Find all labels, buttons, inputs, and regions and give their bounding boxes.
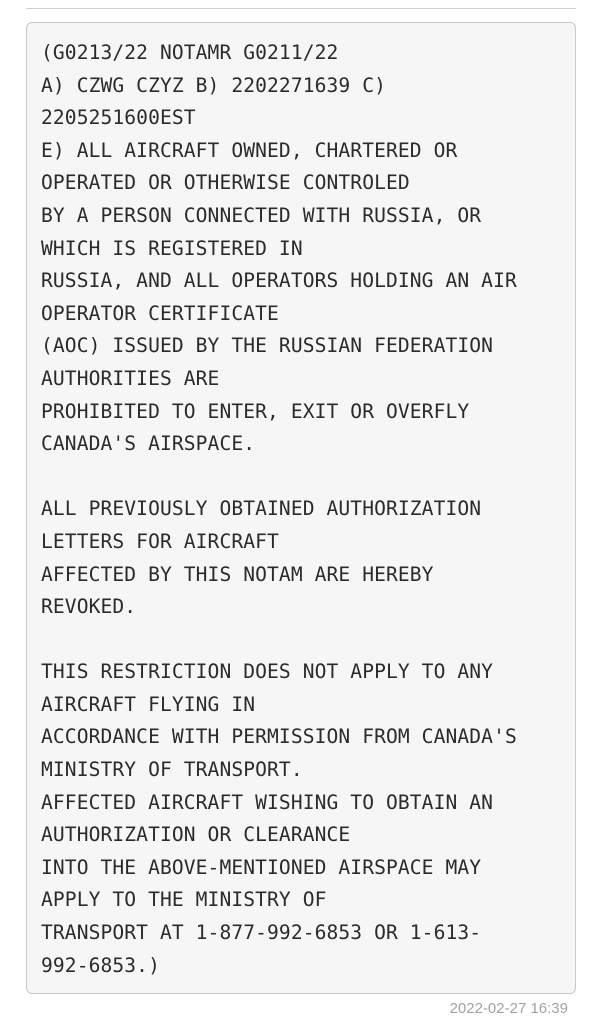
top-divider — [26, 8, 576, 9]
notam-line: OPERATED OR OTHERWISE CONTROLED — [41, 171, 410, 195]
notam-line: LETTERS FOR AIRCRAFT — [41, 529, 279, 553]
notam-line: REVOKED. — [41, 595, 137, 619]
notam-line: AUTHORIZATION OR CLEARANCE — [41, 823, 351, 847]
notam-line: MINISTRY OF TRANSPORT. — [41, 758, 303, 782]
notam-line: PROHIBITED TO ENTER, EXIT OR OVERFLY — [41, 399, 470, 423]
notam-line: AFFECTED BY THIS NOTAM ARE HEREBY — [41, 562, 434, 586]
notam-line: E) ALL AIRCRAFT OWNED, CHARTERED OR — [41, 138, 458, 162]
notam-line: WHICH IS REGISTERED IN — [41, 236, 303, 260]
notam-line: ACCORDANCE WITH PERMISSION FROM CANADA'S — [41, 725, 517, 749]
notam-line: AFFECTED AIRCRAFT WISHING TO OBTAIN AN — [41, 790, 494, 814]
notam-line: RUSSIA, AND ALL OPERATORS HOLDING AN AIR — [41, 269, 517, 293]
notam-line: AUTHORITIES ARE — [41, 366, 220, 390]
notam-line: 2205251600EST — [41, 106, 196, 130]
notam-line: OPERATOR CERTIFICATE — [41, 301, 279, 325]
notam-line: 992-6853.) — [41, 953, 160, 977]
notam-message-bubble[interactable] — [26, 22, 576, 994]
message-timestamp: 2022-02-27 16:39 — [449, 1000, 568, 1017]
notam-line: A) CZWG CZYZ B) 2202271639 C) — [41, 73, 386, 97]
notam-line: TRANSPORT AT 1-877-992-6853 OR 1-613- — [41, 921, 482, 945]
notam-line: INTO THE ABOVE-MENTIONED AIRSPACE MAY — [41, 855, 482, 879]
notam-line: APPLY TO THE MINISTRY OF — [41, 888, 327, 912]
notam-line: AIRCRAFT FLYING IN — [41, 692, 256, 716]
notam-line: (G0213/22 NOTAMR G0211/22 — [41, 41, 339, 64]
notam-line: ALL PREVIOUSLY OBTAINED AUTHORIZATION — [41, 497, 482, 521]
notam-line: (AOC) ISSUED BY THE RUSSIAN FEDERATION — [41, 334, 494, 358]
notam-message-text — [41, 37, 567, 982]
notam-line: CANADA'S AIRSPACE. — [41, 432, 256, 456]
notam-blank-line — [41, 624, 567, 657]
notam-line: BY A PERSON CONNECTED WITH RUSSIA, OR — [41, 203, 482, 227]
notam-line: THIS RESTRICTION DOES NOT APPLY TO ANY — [41, 660, 494, 684]
notam-blank-line — [41, 461, 567, 494]
